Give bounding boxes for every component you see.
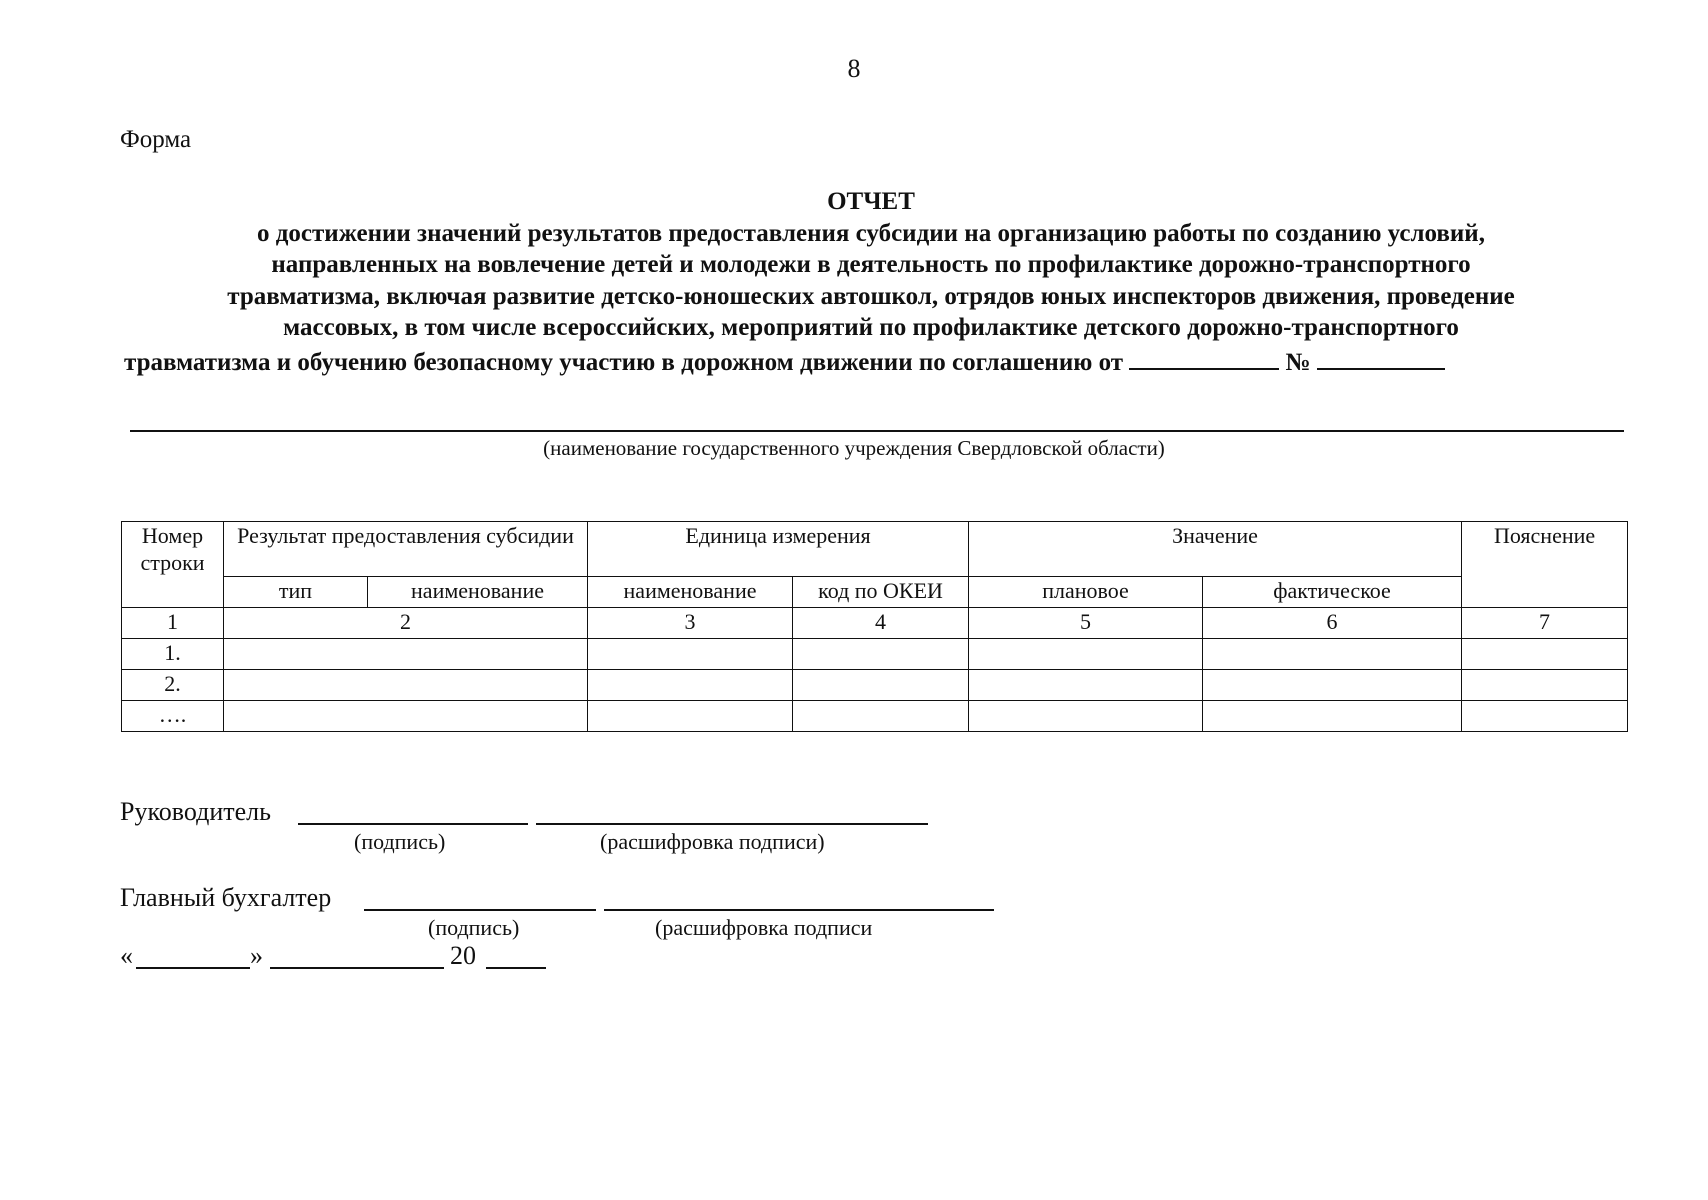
header-value: Значение bbox=[969, 522, 1462, 577]
column-number-7: 7 bbox=[1462, 608, 1628, 639]
row-label: 2. bbox=[122, 670, 224, 701]
cell-planned[interactable] bbox=[969, 701, 1203, 732]
organization-caption: (наименование государственного учреждения Свердловской области) bbox=[543, 436, 1165, 460]
head-decoding-caption: (расшифровка подписи) bbox=[600, 829, 825, 854]
header-unit-name: наименование bbox=[588, 577, 793, 608]
header-result: Результат предоставления субсидии bbox=[224, 522, 588, 577]
cell-okei-code[interactable] bbox=[793, 639, 969, 670]
cell-actual[interactable] bbox=[1203, 639, 1462, 670]
title-line-3: травматизма, включая развитие детско-юношеских автошкол, отрядов юных инспекторов движения, проведение bbox=[227, 282, 1515, 310]
cell-unit-name[interactable] bbox=[588, 701, 793, 732]
cell-explanation[interactable] bbox=[1462, 670, 1628, 701]
agreement-number-blank[interactable] bbox=[1317, 344, 1445, 370]
cell-actual[interactable] bbox=[1203, 670, 1462, 701]
head-signature-caption: (подпись) bbox=[354, 829, 446, 854]
cell-unit-name[interactable] bbox=[588, 670, 793, 701]
cell-result[interactable] bbox=[224, 701, 588, 732]
page-number: 8 bbox=[847, 54, 861, 83]
cell-explanation[interactable] bbox=[1462, 639, 1628, 670]
report-title bbox=[110, 186, 1632, 378]
header-row-number: Номер строки bbox=[122, 522, 224, 608]
accountant-decoding-caption: (расшифровка подписи bbox=[655, 915, 873, 940]
table-row bbox=[122, 639, 1628, 670]
row-label: …. bbox=[122, 701, 224, 732]
head-decoding-line[interactable] bbox=[536, 823, 928, 825]
head-signature-line[interactable] bbox=[298, 823, 528, 825]
agreement-date-blank[interactable] bbox=[1129, 344, 1279, 370]
title-line-4: массовых, в том числе всероссийских, мероприятий по профилактике детского дорожно-транспортного bbox=[283, 314, 1459, 341]
chief-accountant-label: Главный бухгалтер bbox=[120, 883, 332, 912]
column-number-4: 4 bbox=[793, 608, 969, 639]
cell-actual[interactable] bbox=[1203, 701, 1462, 732]
date-year-prefix: 20 bbox=[450, 941, 476, 970]
header-planned: плановое bbox=[969, 577, 1203, 608]
accountant-decoding-line[interactable] bbox=[604, 909, 994, 911]
date-close-quote: » bbox=[250, 941, 263, 970]
cell-explanation[interactable] bbox=[1462, 701, 1628, 732]
title-line-5 bbox=[110, 344, 1632, 379]
cell-unit-name[interactable] bbox=[588, 639, 793, 670]
accountant-signature-line[interactable] bbox=[364, 909, 596, 911]
column-number-2: 2 bbox=[224, 608, 588, 639]
header-type: тип bbox=[224, 577, 368, 608]
number-sign: № bbox=[1285, 348, 1311, 376]
cell-planned[interactable] bbox=[969, 670, 1203, 701]
form-label: Форма bbox=[120, 126, 192, 153]
report-heading: ОТЧЕТ bbox=[827, 188, 915, 215]
title-line-5-text: травматизма и обучению безопасному участию в дорожном движении по соглашению от bbox=[124, 348, 1124, 376]
column-number-5: 5 bbox=[969, 608, 1203, 639]
header-okei-code: код по ОКЕИ bbox=[793, 577, 969, 608]
date-day-line[interactable] bbox=[136, 967, 250, 969]
organization-name-line[interactable] bbox=[130, 430, 1624, 432]
date-open-quote: « bbox=[120, 941, 133, 970]
header-unit: Единица измерения bbox=[588, 522, 969, 577]
date-month-line[interactable] bbox=[270, 967, 444, 969]
table-row bbox=[122, 670, 1628, 701]
header-result-name: наименование bbox=[368, 577, 588, 608]
results-table bbox=[121, 521, 1628, 732]
table-row bbox=[122, 701, 1628, 732]
date-year-line[interactable] bbox=[486, 967, 546, 969]
head-label: Руководитель bbox=[120, 797, 271, 826]
title-line-2: направленных на вовлечение детей и молодежи в деятельность по профилактике дорожно-транспортного bbox=[271, 251, 1471, 278]
cell-okei-code[interactable] bbox=[793, 701, 969, 732]
cell-planned[interactable] bbox=[969, 639, 1203, 670]
column-number-3: 3 bbox=[588, 608, 793, 639]
column-number-1: 1 bbox=[122, 608, 224, 639]
header-actual: фактическое bbox=[1203, 577, 1462, 608]
title-line-1: о достижении значений результатов предоставления субсидии на организацию работы по созданию условий, bbox=[257, 219, 1485, 247]
cell-result[interactable] bbox=[224, 670, 588, 701]
column-number-6: 6 bbox=[1203, 608, 1462, 639]
header-explanation: Пояснение bbox=[1462, 522, 1628, 608]
accountant-signature-caption: (подпись) bbox=[428, 915, 520, 940]
row-label: 1. bbox=[122, 639, 224, 670]
cell-okei-code[interactable] bbox=[793, 670, 969, 701]
cell-result[interactable] bbox=[224, 639, 588, 670]
